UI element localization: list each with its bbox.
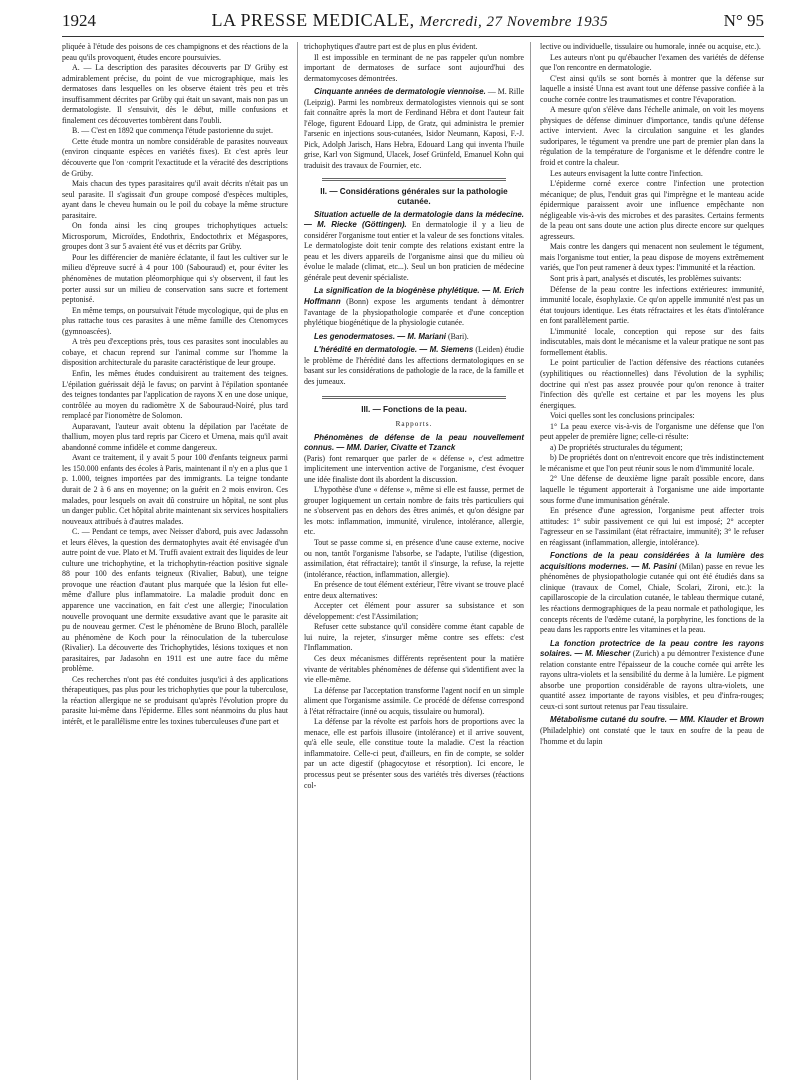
paragraph: b) De propriétés dont on n'entrevoit encore que très indistinctement le mécanisme et que l'on peut réunir sous le nom d'immunité locale. xyxy=(540,453,764,473)
paragraph: C. — Pendant ce temps, avec Neisser d'abord, puis avec Jadassohn et leurs élèves, la question des dermatophytes avait été envisagée d'un autre point de vue. Plato et M. Truffi avaient extrait des liquides de leur culture une trichophytine, et la trichophytin-réaction positive signale 88 pour 100 des enfants teigneux (Rivalier, Babut), une teigne provoque une réaction d'autant plus marquée que la lésion fut elle-même d'allure plus inflammatoire. La maladie produit donc en apparence une vaccination, en fait c'est une allergie; l'inoculation nouvelle provoquant une dermite exsudative avant que le parasite ait pu de nouveau germer. C'est le phénomène de Bruno Bloch, parallèle au phénomène de Koch pour la réinoculation de la tuberculose (Rivalier). La découverte des Trichophytides, lésions toxiques et non parasitaires, par Jadasohn en 1911 est une autre face du même problème. xyxy=(62,527,288,674)
article-item xyxy=(540,639,764,713)
issue-date: Mercredi, 27 Novembre 1935 xyxy=(419,14,609,30)
paragraph: Ces recherches n'ont pas été conduites jusqu'ici à des applications thérapeutiques, pas plus pour les trichophyties que pour la tuberculose, la réaction allergique ne se produisant qu'après l'évolution propre du parasite lui-même dans l'épiderme. Elles sont néanmoins du plus haut intérêt, et le parallélisme entre les toxines tuberculeuses d'une part et xyxy=(62,674,288,726)
section-heading: III. — Fonctions de la peau. xyxy=(361,405,467,415)
page-header xyxy=(62,10,764,38)
paragraph: 1° La peau exerce vis-à-vis de l'organisme une défense que l'on peut appeler de première ligne; celle-ci résulte: xyxy=(540,421,764,442)
item-text: (Zurich) a pu démontrer l'existence d'une relation constante entre l'épaisseur de la couche cornée qui arrête les rayons ultra-violets et la sensibilité du derme à la lumière. Le pigment absorbe une proportion considérable de rayons ultra-violets, une quantité assez importante de rayons visibles, et peu d'infra-rouges; ceux-ci sont surtout retenus par l'eau tissulaire. xyxy=(540,649,764,711)
article-item xyxy=(304,210,524,284)
item-text: — M. Rille (Leipzig). Parmi les nombreux dermatologistes viennois qui se sont fait connaître après la mort de Ferdinand Hébra et dont l'auteur fait l'éloge, figurent Edouard Lipp, de Gratz, qui administra le premier l'arsenic en injections sous-cutanées, Isidor Neumann, Kaposi, F.-J. Pick, Adolph Jarisch, Hans Hebra, Edouard Lang qui inventa l'huile grise, Karl von Sigmund, Ulacek, Josef Grünfeld, Emanuel Kohn qui traduisit des travaux de Fournier, etc. xyxy=(303,87,525,171)
column-right xyxy=(540,42,764,1080)
page-year: 1924 xyxy=(62,11,96,30)
paragraph: Le point particulier de l'action défensive des réactions cutanées (syphilitiques ou réactionnelles) dans l'évolution de la syphilis; doctrine qui n'est pas assez prouvée pour qu'on renonce à traiter l'infection dès qu'elle est certaine et par les moyens les plus énergiques. xyxy=(540,358,764,410)
paragraph: Refuser cette substance qu'il considère comme étant capable de lui nuire, la rejeter, s'insurger même contre ses effets: c'est l'Inflammation. xyxy=(303,622,524,653)
paragraph: Pour les différencier de manière éclatante, il faut les cultiver sur le milieu d'épreuve sucré à 4 pour 100 (Sabouraud) et, pour éviter les phénomènes de mutation pléomorphique qui s'y observent, il faut les porter aussi sur un milieu de conservation sans sucre et fortement peptonisé. xyxy=(62,252,288,305)
article-item xyxy=(540,551,764,635)
item-title: Phénomènes de défense de la peau nouvellement connus. — MM. Darier, Civatte et Tzanck xyxy=(303,432,524,453)
paragraph: Il est impossible en terminant de ne pas rappeler qu'un nombre important de dermatoses de surface sont aujourd'hui des dermatomycoses démontrées. xyxy=(303,52,524,83)
paragraph: A mesure qu'on s'élève dans l'échelle animale, on voit les moyens physiques de défense diminuer d'importance, tandis qu'une défense active intervient. Avec la circulation sanguine et les glandes sudoripares, le tégument va prendre une part de premier plan dans la régulation de la température de l'organisme et le défendre contre le froid et contre la chaleur. xyxy=(540,105,764,168)
paragraph: (Paris) font remarquer que parler de « défense », c'est admettre implicitement une intervention active de l'organisme, c'est évoquer une idée finaliste dont ils abordent la discussion. xyxy=(303,453,524,484)
paragraph: Mais chacun des types parasitaires qu'il avait décrits n'était pas un seul parasite. Il s'agissait d'un groupe composé d'espèces multiples, ayant dans le cheveu humain ou le poil du cobaye la même structure parasitaire. xyxy=(62,179,288,220)
paragraph: A. — La description des parasites découverts par D' Grüby est admirablement précise, du point de vue micrographique, mais les dermatoses dans lesquelles on les observe étaient très peu et très insuffisamment décrites par Grüby qui était un savant, mais non pas un dermatologiste. Il s'ensuivit, dès le début, mille confusions et finalement ces découvertes tombèrent dans l'oubli. xyxy=(62,63,288,125)
paragraph: Avant ce traitement, il y avait 5 pour 100 d'enfants teigneux parmi les 150.000 enfants des écoles à Paris, maintenant il n'y en a plus que 1 p. 1.000, teignes importées par des immigrants. La teigne tondante durait de 2 à 6 ans en moyenne; on la guérit en 2 mois environ. Ces malades, pour lesquels on avait dû construire un hôpital, ne sont plus un danger public. Cet hôpital abrite maintenant six services hospitaliers nouveaux attribués à d'autres malades. xyxy=(62,453,288,526)
paragraph: trichophytiques d'autre part est de plus en plus évident. xyxy=(303,42,478,51)
journal-title: LA PRESSE MEDICALE, xyxy=(211,10,415,30)
header-rule xyxy=(62,36,764,37)
item-title: La signification de la biogénèse phylétique. — M. Erich Hoffmann xyxy=(303,286,524,307)
section-heading: II. — Considérations générales sur la pathologie cutanée. xyxy=(320,186,508,207)
section-subheading: Rapports. xyxy=(395,419,433,428)
section-divider xyxy=(322,178,506,181)
item-text: En dermatologie il y a lieu de considérer l'organisme tout entier et la valeur de ses fonctions vitales. Le dermatologiste doit tenir compte des relations existant entre la peau et les divers appareils de l'organisme ainsi que du milieu où évolue le malade (climat, etc...). Seul un bon praticien de médecine générale peut devenir spécialiste. xyxy=(303,220,524,282)
paragraph: En présence d'une agression, l'organisme peut affecter trois attitudes: 1° subir passivement ce qui lui est imposé; 2° accepter l'agresseur en se l'assimilant (état réfractaire, immunité); 3° le refuser en réagissant (inflammation, allergie, intolérance). xyxy=(540,506,764,547)
article-item xyxy=(304,433,524,454)
item-text: (Bari). xyxy=(447,331,469,341)
paragraph: Défense de la peau contre les infections extérieures: immunité, immunité locale, ésophylaxie. Ce qu'on appelle immunité n'est pas un état toujours identique. Les états réfractaires et les états d'intolérance en font parallèlement partie. xyxy=(540,284,764,326)
paragraph: L'épiderme corné exerce contre l'infection une protection mécanique; de plus, l'enduit gras qui l'imprègne et le manteau acide épidermique paraissent avoir une influence empêchante non négligeable vis-à-vis des microbes et des parasites. Certains ferments de la peau ont sans doute une action plus directe encore sur quelques agresseurs. xyxy=(540,179,764,241)
paragraph: En même temps, on poursuivait l'étude mycologique, qui de plus en plus rattache tous ces parasites à une même famille des Ctenomyces (gymnoascées). xyxy=(62,305,288,336)
column-left xyxy=(62,42,288,1080)
paragraph: Ces deux mécanismes différents représentent pour la matière vivante de véritables phénomènes de défense qui s'identifient avec la vie elle-même. xyxy=(303,653,524,685)
paragraph: L'immunité locale, conception qui repose sur des faits indiscutables, mais dont le mécanisme et la valeur pratique ne sont pas formellement établis. xyxy=(540,326,764,357)
item-title: L'hérédité en dermatologie. — M. Siemens xyxy=(313,345,474,355)
paragraph: 2° Une défense de deuxième ligne paraît possible encore, dans laquelle le tégument apporterait à l'organisme une aide importante sous forme d'une immunisation générale. xyxy=(540,474,764,505)
paragraph: Auparavant, l'auteur avait obtenu la dépilation par l'acétate de thallium, moyen plus tard repris par Cicero et Urnena, mais qu'il avait abandonné comme infidèle et comme dangereux. xyxy=(62,421,288,452)
paragraph: Enfin, les mêmes études conduisirent au traitement des teignes. L'épilation guérissait déjà le favus; on parvint à l'épilation spontanée des teignes tondantes par l'application de rayons X en une dose unique, contrôlée au moyen du radiomètre X de Sabouraud-Noiré, plus tard remplacé par l'ionomètre de Solomon. xyxy=(62,368,288,421)
item-title: Situation actuelle de la dermatologie dans la médecine. — M. Riecke (Göttingen). xyxy=(303,209,524,230)
column-middle xyxy=(297,42,531,1080)
item-text: (Bonn) expose les arguments tendant à démontrer l'avantage de la physiopathologie comparée et d'une conception phylétique biogénétique de la physiologie cutanée. xyxy=(303,297,524,328)
item-text: (Milan) passe en revue les phénomènes de physiopathologie cutanée qui ont été étudiés dans sa clinique (travaux de Comel, Chiale, Scolari, Zironi, etc.): la capillaroscopie de la circulation cutanée, le tableau thermique cutané, les réactions dermographiques de la peau normale et pathologique, les concepts récents de l'œdème cutané, la porphyrine, les fonctions de la peau dans les rapports entre les vitamines et la peau. xyxy=(540,561,764,635)
item-text: (Leiden) étudie le problème de l'hérédité dans les affections dermatologiques en se basant sur les considérations de pathologie de la race, de la famille et des jumeaux. xyxy=(303,345,524,386)
paragraph: a) De propriétés structurales du tégument; xyxy=(550,442,683,452)
item-title: Fonctions de la peau considérées à la lumière des acquisitions modernes. — M. Pasini xyxy=(540,551,764,571)
article-item xyxy=(304,345,524,387)
paragraph: Accepter cet élément pour assurer sa subsistance et son développement: c'est l'Assimilation; xyxy=(303,601,524,621)
item-title: Métabolisme cutané du soufre. — MM. Klauder et Brown xyxy=(550,715,764,725)
paragraph: Voici quelles sont les conclusions principales: xyxy=(550,411,695,421)
spacer xyxy=(304,387,524,390)
paragraph: La défense par la révolte est parfois hors de proportions avec la menace, elle est parfois illusoire (intolérance) et il arrive souvent, qu'à elle seule, elle constitue toute la maladie. C'est la réaction inflammatoire. Celle-ci peut, d'ailleurs, en fin de compte, se solder par un acte digestif (phagocytose et résorption). Ici encore, le processus peut se présenter sous des variétés très diverses (réactions col- xyxy=(303,717,524,790)
paragraph: La défense par l'acceptation transforme l'agent nocif en un simple aliment que l'organisme assimile. Ce procédé de défense correspond à l'état réfractaire (inné ou acquis, tissulaire ou humoral). xyxy=(303,685,524,716)
paragraph: L'hypothèse d'une « défense », même si elle est fausse, permet de grouper logiquement un certain nombre de faits très particuliers qui ne s'observent pas en dehors des êtres animés, et qu'on désigne par les mots: inflammation, immunité, virulence, intolérance, allergie, etc. xyxy=(303,485,524,537)
article-item xyxy=(540,715,764,747)
item-title: Cinquante années de dermatologie viennoise. xyxy=(313,87,486,97)
paragraph: On fonda ainsi les cinq groupes trichophytiques actuels: Microsporum, Microïdes, Endothrix, Endoctothrix et Mégaspores, groupes dont 3 sur 5 avaient été vus et décrits par Grüby. xyxy=(62,221,288,252)
item-title: Les genodermatoses. — M. Mariani xyxy=(313,331,446,341)
paragraph: Les auteurs envisagent la lutte contre l'infection. xyxy=(550,168,703,178)
section-divider xyxy=(322,396,506,399)
paragraph: Sont pris à part, analysés et discutés, les problèmes suivants: xyxy=(550,274,742,284)
item-text: (Philadelphie) ont constaté que le taux en soufre de la peau de l'homme et du lapin xyxy=(540,726,764,746)
paragraph: Cette étude montra un nombre considérable de parasites nouveaux (environ cinquante espèces en variétés fixes). Et c'est après leur découverte que l'on ·comprit l'exactitude et la véracité des descriptions de Grüby. xyxy=(62,136,288,178)
paragraph: A très peu d'exceptions près, tous ces parasites sont inoculables au cobaye, et chacun reprend sur l'animal comme sur l'homme la disposition architecturale du parasite caractéristique de leur groupe. xyxy=(62,337,288,368)
paragraph: pliquée à l'étude des poisons de ces champignons et des réactions de la peau qu'ils provoquent, études encore poursuivies. xyxy=(62,42,288,62)
article-item xyxy=(304,286,524,328)
journal-header xyxy=(96,10,724,31)
issue-number: N° 95 xyxy=(723,11,764,30)
paragraph: Les auteurs n'ont pu qu'ébaucher l'examen des variétés de défense que l'on rencontre en dermatologie. xyxy=(540,52,764,73)
item-title: La fonction protectrice de la peau contre les rayons solaires. — M. Miescher xyxy=(540,638,764,659)
paragraph: C'est ainsi qu'ils se sont bornés à montrer que la défense sur laquelle a insisté Unna est avant tout une défense passive confiée à la couche cornée contre les traumatismes et contre l'évaporation. xyxy=(540,73,764,104)
article-columns xyxy=(62,42,764,1080)
article-item xyxy=(304,87,524,171)
paragraph: En présence de tout élément extérieur, l'être vivant se trouve placé entre deux alternatives: xyxy=(303,580,524,600)
paragraph: Tout se passe comme si, en présence d'une cause externe, nocive ou non, tantôt l'organisme l'absorbe, se l'adapte, l'utilise (digestion, assimilation, état réfractaire); tantôt il s'insurge, la refuse, la rejette (intolérance, réaction, inflammation, allergie). xyxy=(303,537,524,579)
paragraph: B. — C'est en 1892 que commença l'étude pastorienne du sujet. xyxy=(72,126,273,136)
paragraph: Mais contre les dangers qui menacent non seulement le tégument, mais l'organisme tout entier, la peau dispose de moyens extrêmement variés, que l'on peut ramener à deux types: l'immunité et la réaction. xyxy=(540,242,764,273)
article-item xyxy=(304,332,524,343)
paragraph: lective ou individuelle, tissulaire ou humorale, innée ou acquise, etc.). xyxy=(540,42,761,51)
